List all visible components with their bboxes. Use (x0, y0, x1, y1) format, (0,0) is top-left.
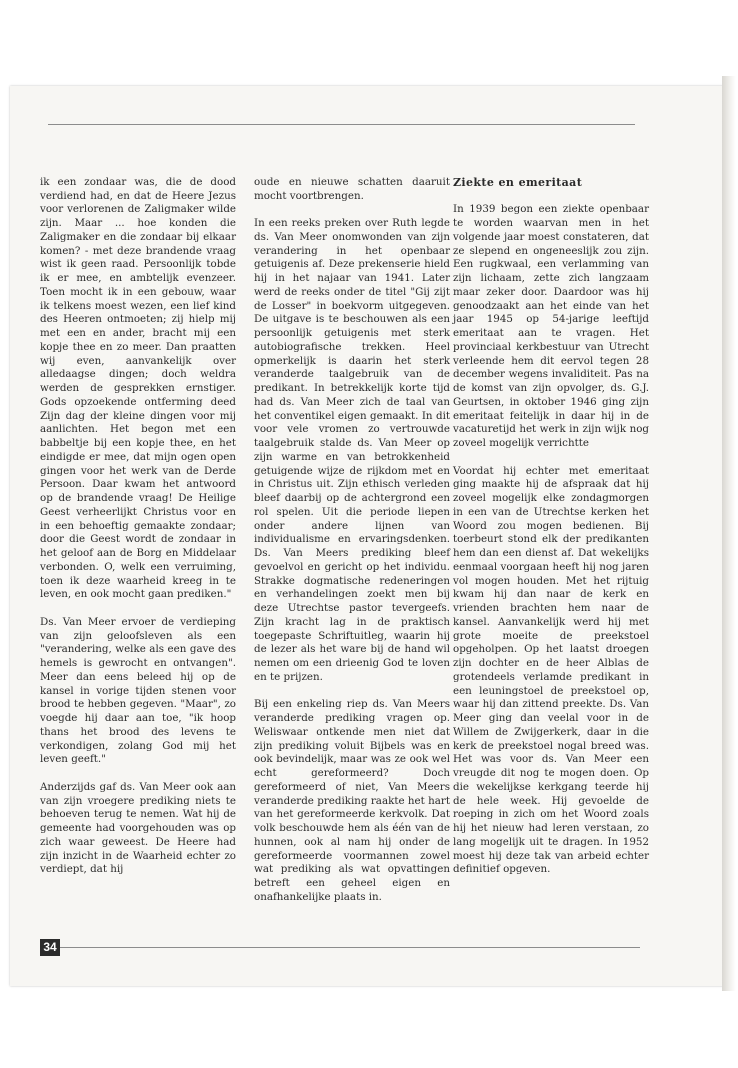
header-rule (48, 124, 635, 125)
paragraph: In een reeks preken over Ruth legde ds. Van Meer onomwonden van zijn verandering in het openbaar getuigenis af. Deze prekenserie hield hij in het najaar van 1941. Later werd de reeks onder de titel "Gij zijt de Losser" in boekvorm uitgegeven. De uitgave is te beschouwen als een persoonlijk getuigenis met sterk autobiografische trekken. Heel opmerkelijk is daarin het sterk veranderde taalgebruik van de predikant. In betrekkelijk korte tijd had ds. Van Meer zich de taal van het conventikel eigen gemaakt. In dit voor vele vromen zo vertrouwde taalgebruik stalde ds. Van Meer op zijn warme en van betrokkenheid getuigende wijze de rijkdom met en in Christus uit. Zijn ethisch verleden bleef daarbij op de achtergrond een rol spelen. Uit die periode liepen onder andere lijnen van individualisme en ervaringsdenken. Ds. Van Meers prediking bleef gevoelvol en gericht op het individu. Strakke dogmatische redeneringen en verhandelingen zoekt men bij deze Utrechtse pastor tevergeefs. Zijn kracht lag in de praktisch toegepaste Schriftuitleg, waarin hij de lezer als het ware bij de hand wil nemen om een drieenig God te loven en te prijzen. (254, 217, 450, 683)
text-column-3 (453, 162, 649, 891)
text-column-2 (254, 162, 450, 918)
page-number: 34 (40, 939, 60, 956)
paragraph: In 1939 begon een ziekte openbaar te worden waarvan men in het volgende jaar moest constateren, dat ze slepend en ongeneeslijk zou zijn. Een rugkwaal, een verlamming van zijn lichaam, zette zich langzaam maar zeker door. Daardoor was hij genoodzaakt aan het einde van het jaar 1945 op 54-jarige leeftijd emeritaat aan te vragen. Het provinciaal kerkbestuur van Utrecht verleende hem dit eervol tegen 28 december wegens invaliditeit. Pas na de komst van zijn opvolger, ds. G.J. Geurtsen, in oktober 1946 ging zijn emeritaat feitelijk in daar hij in de vacaturetijd het werk in zijn wijk nog zoveel mogelijk verrichtte (453, 203, 649, 449)
paragraph: ik een zondaar was, die de dood verdiend had, en dat de Heere Jezus voor verlorenen de Zaligmaker wilde zijn. Maar ... hoe konden die Zaligmaker en die zondaar bij elkaar komen? - met deze brandende vraag wist ik geen raad. Persoonlijk tobde ik er mee, en ambtelijk evenzeer. Toen mocht ik in een gebouw, waar ik telkens moest wezen, een lief kind des Heeren ontmoeten; zij hielp mij met een en ander, bracht mij een kopje thee en zo meer. Dan praatten wij even, aanvankelijk over alledaagse dingen; doch weldra werden de gesprekken ernstiger. Gods opzoekende ontferming deed Zijn dag der kleine dingen voor mij aanlichten. Het begon met een babbeltje bij een kopje thee, en het eindigde er mee, dat mijn ogen open gingen voor het werk van de Derde Persoon. Daar kwam het antwoord op de brandende vraag! De Heilige Geest verheerlijkt Christus voor en in een behoeftig gemaakte zondaar; door die Geest wordt de zondaar in het geloof aan de Borg en Middelaar verbonden. O, welk een verruiming, toen ik deze waarheid kreeg in te leven, en ook mocht gaan prediken." (40, 175, 236, 601)
section-heading: Ziekte en emeritaat (453, 175, 583, 189)
paragraph: Bij een enkeling riep ds. Van Meers veranderde prediking vragen op. Weliswaar ontkende men niet dat zijn prediking voluit Bijbels was en ook bevindelijk, maar was ze ook wel echt gereformeerd? Doch gereformeerd of niet, Van Meers veranderde prediking raakte het hart van het gereformeerde kerkvolk. Dat volk beschouwde hem als één van de hunnen, ook al nam hij onder de gereformeerde voormannen zowel wat prediking als wat opvattingen betreft een geheel eigen en onafhankelijke plaats in. (254, 698, 450, 903)
footer-rule (60, 947, 640, 948)
paragraph: Anderzijds gaf ds. Van Meer ook aan van zijn vroegere prediking niets te behoeven terug te nemen. Wat hij de gemeente had voorgehouden was op zich waar geweest. De Heere had zijn inzicht in de Waarheid echter zo verdiept, dat hij (40, 780, 236, 876)
paragraph: Ds. Van Meer ervoer de verdieping van zijn geloofsleven als een "verandering, welke als een gave des hemels is gewrocht en ontvangen". Meer dan eens beleed hij op de kansel in vorige tijden stenen voor brood te hebben gegeven. "Maar", zo voegde hij daar aan toe, "ik hoop thans het brood des levens te verkondigen, zolang God mij het leven geeft." (40, 615, 236, 766)
paragraph: oude en nieuwe schatten daaruit mocht voortbrengen. (254, 175, 450, 202)
page-edge (722, 76, 736, 991)
text-column-1 (40, 162, 236, 891)
paragraph: Voordat hij echter met emeritaat ging maakte hij de afspraak dat hij zoveel mogelijk elke zondagmorgen in een van de Utrechtse kerken het Woord zou mogen bedienen. Bij toerbeurt stond elk der predikanten hem dan een dienst af. Dat wekelijks eenmaal voorgaan heeft hij nog jaren vol mogen houden. Met het rijtuig kwam hij dan naar de kerk en vrienden brachten hem naar de kansel. Aanvankelijk werd hij met grote moeite de preekstoel opgeholpen. Op het laatst droegen zijn dochter en de heer Alblas de grotendeels verlamde predikant in een leuningstoel de preekstoel op, waar hij dan zittend preekte. Ds. Van Meer ging dan veelal voor in de Willem de Zwijgerkerk, daar in die kerk de preekstoel nogal breed was. Het was voor ds. Van Meer een vreugde dit nog te mogen doen. Op die wekelijkse kerkgang teerde hij de hele week. Hij gevoelde de roeping in zich om het Woord zoals hij het nieuw had leren verstaan, zo lang mogelijk uit te dragen. In 1952 moest hij deze tak van arbeid echter definitief opgeven. (453, 464, 649, 876)
